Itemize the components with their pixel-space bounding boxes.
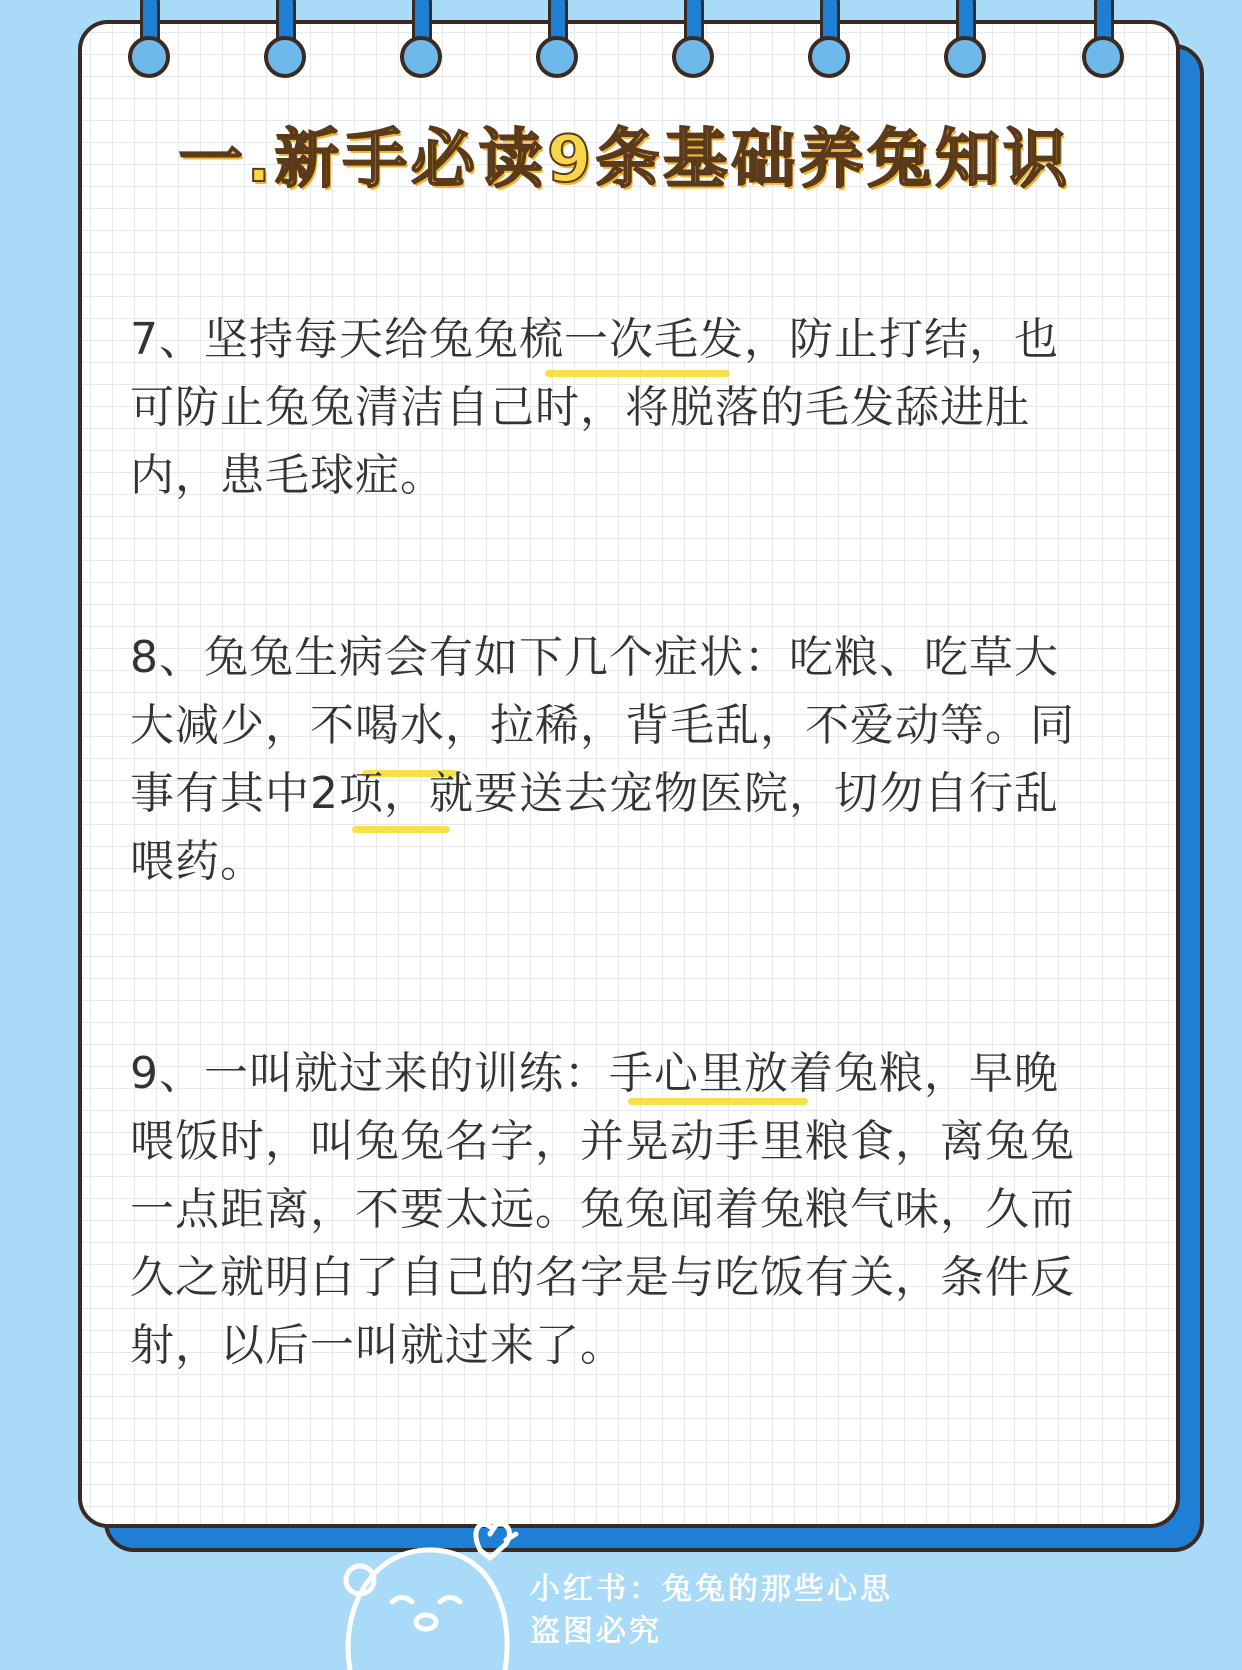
binder-ring-icon <box>400 0 440 84</box>
binder-ring-icon <box>672 0 712 84</box>
binder-ring-icon <box>944 0 984 84</box>
binder-ring-icon <box>264 0 304 84</box>
footer-copyright: 盗图必究 <box>530 1614 662 1649</box>
footer-source: 小红书：兔兔的那些心思 <box>530 1572 893 1607</box>
binder-ring-icon <box>128 0 168 84</box>
page-title: 一.新手必读9条基础养兔知识 <box>178 123 1072 197</box>
tip-item-7: 7、坚持每天给兔兔梳一次毛发，防止打结，也可防止兔兔清洁自己时，将脱落的毛发舔进肚内，患毛球症。 <box>130 314 1059 501</box>
binder-ring-icon <box>1082 0 1122 84</box>
tip-item-8: 8、兔兔生病会有如下几个症状：吃粮、吃草大大减少，不喝水，拉稀，背毛乱，不爱动等。同事有其中2项，就要送去宠物医院，切勿自行乱喂药。 <box>130 632 1075 887</box>
bear-mascot-icon <box>330 1510 530 1670</box>
binder-ring-icon <box>536 0 576 84</box>
binder-ring-icon <box>808 0 848 84</box>
tip-item-9: 9、一叫就过来的训练：手心里放着兔粮，早晚喂饭时，叫兔兔名字，并晃动手里粮食，离兔兔一点距离，不要太远。兔兔闻着兔粮气味，久而久之就明白了自己的名字是与吃饭有关，条件反射，以后一叫就过来了。 <box>130 1048 1075 1371</box>
